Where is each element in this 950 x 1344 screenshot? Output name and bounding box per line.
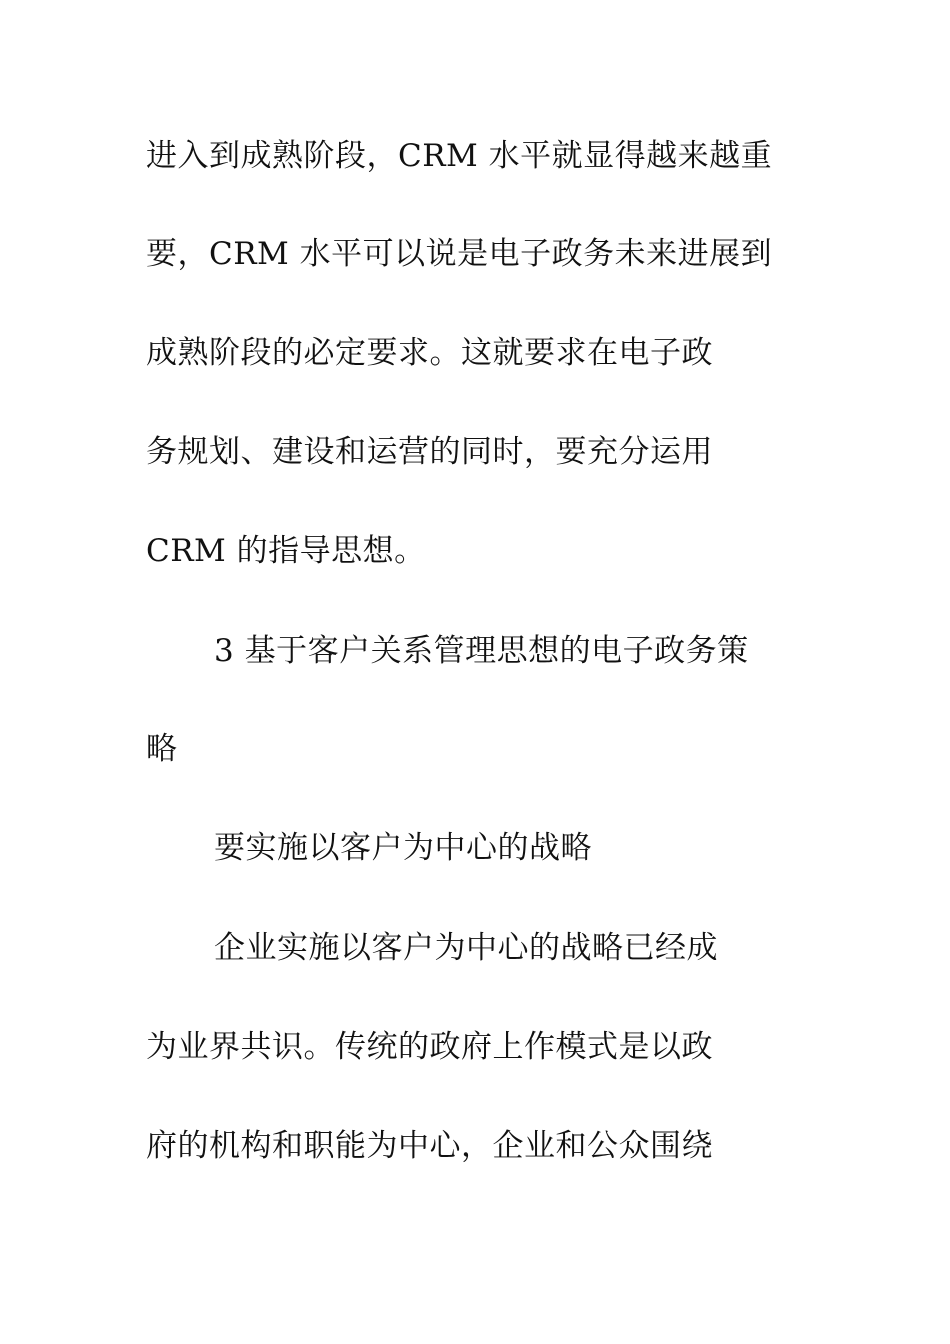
paragraph-line: 府的机构和职能为中心，企业和公众围绕 [146,1128,713,1164]
paragraph-line: CRM 的指导思想。 [146,533,426,569]
paragraph-line: 进入到成熟阶段，CRM 水平就显得越来越重 [146,138,773,174]
paragraph-line: 企业实施以客户为中心的战略已经成 [214,930,718,966]
paragraph-line: 务规划、建设和运营的同时，要充分运用 [146,434,713,470]
paragraph-line: 要，CRM 水平可以说是电子政务未来进展到 [146,236,773,272]
subsection-heading: 要实施以客户为中心的战略 [214,830,592,866]
paragraph-line: 为业界共识。传统的政府上作模式是以政 [146,1029,713,1065]
section-heading-line: 略 [146,731,178,767]
paragraph-line: 成熟阶段的必定要求。这就要求在电子政 [146,335,713,371]
section-heading-line: 3 基于客户关系管理思想的电子政务策 [214,633,749,669]
